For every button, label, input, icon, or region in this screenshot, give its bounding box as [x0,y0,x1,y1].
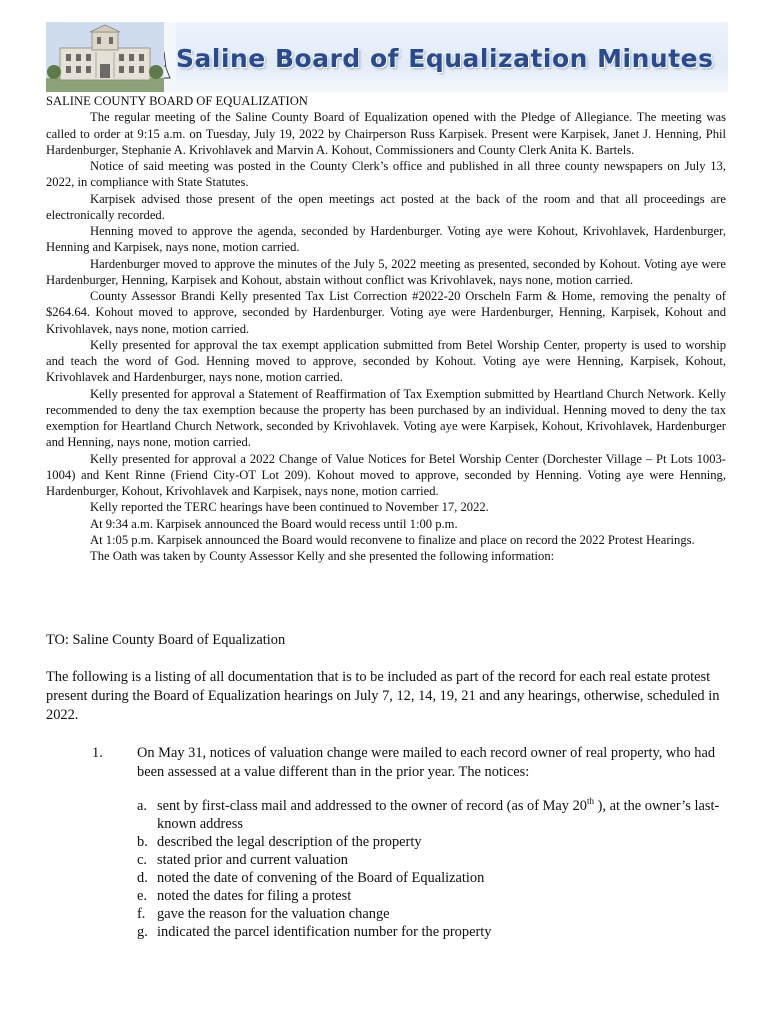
list-item-text: indicated the parcel identification number for the property [157,924,492,940]
item-text: On May 31, notices of valuation change were mailed to each record owner of real property, who had been assessed at a value different than in the prior year. The notices: [137,745,716,780]
list-item [137,833,730,851]
list-item [137,905,730,923]
minutes-paragraph: The regular meeting of the Saline County Board of Equalization opened with the Pledge of Allegiance. The meeting was called to order at 9:15 a.m. on Tuesday, July 19, 2022 by Chairperson Russ Karpisek. Present were Karpisek, Janet J. Henning, Phil Hardenburger, Stephanie A. Krivohlavek and Marvin A. Kohout, Commissioners and County Clerk Anita K. Bartels. [46,110,726,157]
letter-intro: The following is a listing of all documentation that is to be included as part of the record for each real estate protest present during the Board of Equalization hearings on July 7, 12, 14, 19, 21 and any hearings, otherwise, scheduled in 2022. [46,669,720,723]
list-item-letter: c. [137,852,147,868]
list-item [137,797,730,833]
minutes-paragraph: At 1:05 p.m. Karpisek announced the Board would reconvene to finalize and place on record the 2022 Protest Hearings. [90,532,695,547]
minutes-paragraph: Karpisek advised those present of the open meetings act posted at the back of the room and that all proceedings are electronically recorded. [46,191,726,222]
list-item-letter: b. [137,834,148,850]
list-item-text: gave the reason for the valuation change [157,906,390,922]
list-item-text: noted the dates for filing a protest [157,888,352,904]
courthouse-icon [46,22,164,92]
item-number: 1. [92,745,103,761]
letter-to-line: TO: Saline County Board of Equalization [46,632,286,648]
minutes-paragraph: Kelly presented for approval the tax exempt application submitted from Betel Worship Center, property is used to worship and teach the word of God. Henning moved to approve, seconded by Kohout. Voting aye were Henning, Karpisek, Kohout, Krivohlavek and Hardenburger, nays none, motion carried. [46,337,726,385]
minutes-paragraph: Notice of said meeting was posted in the County Clerk’s office and published in all three county newspapers on July 13, 2022, in compliance with State Statutes. [46,159,726,190]
list-item-letter: a. [137,798,147,814]
minutes-heading: SALINE COUNTY BOARD OF EQUALIZATION [46,94,308,108]
list-item-letter: d. [137,870,148,886]
banner-title: Saline Board of Equalization Minutes [176,44,714,73]
minutes-paragraph: The Oath was taken by County Assessor Kelly and she presented the following information: [90,549,555,563]
minutes-paragraph: Kelly presented for approval a Statement of Reaffirmation of Tax Exemption submitted by Heartland Church Network. Kelly recommended to deny the tax exemption because the property has been purchased by an individual. Henning moved to deny the tax exemption for Heartland Church Network, seconded by Krivohlavek. Voting aye were Karpisek, Kohout, Krivohlavek, Hardenburger and Henning, nays none, motion carried. [46,386,726,450]
assessor-letter [46,631,730,941]
list-item-text: stated prior and current valuation [157,852,349,868]
list-item-text-cont: ), at the owner’s last-known address [157,798,720,832]
list-item-letter: e. [137,888,147,904]
meeting-minutes [46,93,726,564]
notice-sublist [137,797,730,941]
ordinal-suffix: th [587,796,595,807]
minutes-paragraph: County Assessor Brandi Kelly presented Tax List Correction #2022-20 Orscheln Farm & Home, removing the penalty of $264.64. Kohout moved to approve, seconded by Hardenburger. Voting aye were Hardenburger, Henning, Karpisek, Kohout and Krivohlavek, nays none, motion carried. [46,289,726,336]
minutes-paragraph: At 9:34 a.m. Karpisek announced the Board would recess until 1:00 p.m. [90,516,458,531]
list-item [137,887,730,905]
minutes-paragraph: Kelly reported the TERC hearings have been continued to November 17, 2022. [90,500,489,515]
minutes-paragraph: Hardenburger moved to approve the minutes of the July 5, 2022 meeting as presented, seconded by Kohout. Voting aye were Hardenburger, Henning, Karpisek and Kohout, abstain without conflict was Krivohlavek, nays none, motion carried. [46,256,726,287]
header-banner [46,22,728,92]
minutes-paragraph: Kelly presented for approval a 2022 Change of Value Notices for Betel Worship Center (Dorchester Village – Pt Lots 1003-1004) and Kent Rinne (Friend City-OT Lot 209). Kohout moved to approve, seconded by Henning. Voting aye were Henning, Hardenburger, Kohout, Krivohlavek and Karpisek, nays none, motion carried. [46,451,726,498]
list-item [137,851,730,869]
list-item-text: described the legal description of the property [157,834,422,850]
numbered-item-1 [92,744,730,782]
list-item [137,869,730,887]
list-item [137,923,730,941]
list-item-text: sent by first-class mail and addressed to the owner of record (as of May 20 [157,798,587,814]
list-item-letter: g. [137,924,148,940]
list-item-text: noted the date of convening of the Board of Equalization [157,870,485,886]
minutes-paragraph: Henning moved to approve the agenda, seconded by Hardenburger. Voting aye were Kohout, Krivohlavek, Hardenburger, Henning and Karpisek, nays none, motion carried. [46,224,726,255]
list-item-letter: f. [137,906,146,922]
